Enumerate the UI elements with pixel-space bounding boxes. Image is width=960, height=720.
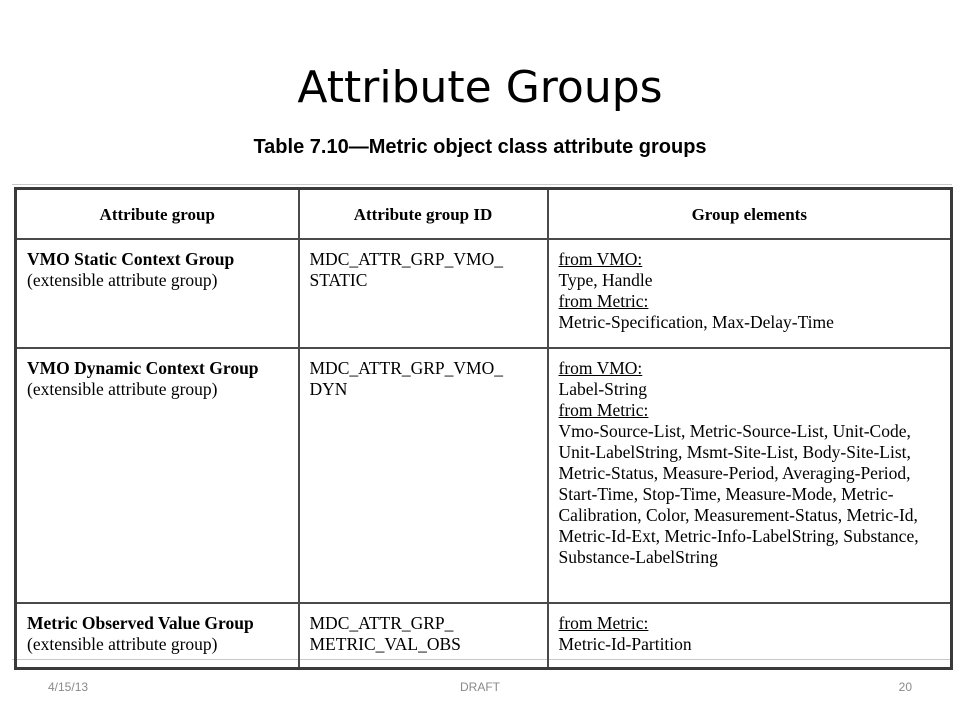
source-elements: Metric-Id-Partition — [558, 634, 692, 654]
table-row — [16, 348, 952, 603]
group-note: (extensible attribute group) — [27, 270, 218, 290]
group-id: MDC_ATTR_GRP_ METRIC_VAL_OBS — [309, 613, 461, 654]
header-attribute-group: Attribute group — [16, 189, 299, 240]
group-elements-cell — [548, 348, 952, 603]
source-label: from Metric: — [558, 613, 649, 633]
attribute-groups-table — [14, 187, 953, 670]
group-id: MDC_ATTR_GRP_VMO_ DYN — [309, 358, 503, 399]
slide-title: Attribute Groups — [297, 62, 663, 113]
attribute-group-cell — [16, 239, 299, 348]
group-name: Metric Observed Value Group — [27, 613, 254, 633]
footer-draft-label: DRAFT — [460, 680, 500, 694]
header-attribute-group-id: Attribute group ID — [299, 189, 548, 240]
source-elements: Label-String — [558, 379, 647, 399]
source-elements: Vmo-Source-List, Metric-Source-List, Unit-Code, Unit-LabelString, Msmt-Site-List, Body-Site-List, Metric-Status, Measure-Period, Averaging-Period, Start-Time, Stop-Time, Measure-Mode, Metric-Calibration, Color, Measurement-Status, Metric-Id, Metric-Id-Ext, Metric-Info-LabelString, Substance, Substance-LabelString — [558, 421, 919, 567]
group-note: (extensible attribute group) — [27, 634, 218, 654]
group-note: (extensible attribute group) — [27, 379, 218, 399]
group-elements-cell — [548, 603, 952, 669]
source-label: from VMO: — [558, 358, 643, 378]
attribute-group-cell — [16, 348, 299, 603]
source-label: from Metric: — [558, 400, 649, 420]
group-elements-cell — [548, 239, 952, 348]
source-label: from Metric: — [558, 291, 649, 311]
table-row — [16, 603, 952, 669]
group-name: VMO Dynamic Context Group — [27, 358, 259, 378]
source-elements: Metric-Specification, Max-Delay-Time — [558, 312, 834, 332]
group-id: MDC_ATTR_GRP_VMO_ STATIC — [309, 249, 503, 290]
group-name: VMO Static Context Group — [27, 249, 235, 269]
attribute-group-cell — [16, 603, 299, 669]
table-caption: Table 7.10—Metric object class attribute groups — [253, 136, 707, 158]
attribute-group-id-cell — [299, 603, 548, 669]
footer-page-number: 20 — [898, 680, 912, 694]
header-group-elements: Group elements — [548, 189, 952, 240]
attribute-group-id-cell — [299, 239, 548, 348]
source-elements: Type, Handle — [558, 270, 653, 290]
table-header-row — [16, 189, 952, 240]
attribute-group-id-cell — [299, 348, 548, 603]
source-label: from VMO: — [558, 249, 643, 269]
footer-date: 4/15/13 — [48, 680, 89, 694]
table-row — [16, 239, 952, 348]
